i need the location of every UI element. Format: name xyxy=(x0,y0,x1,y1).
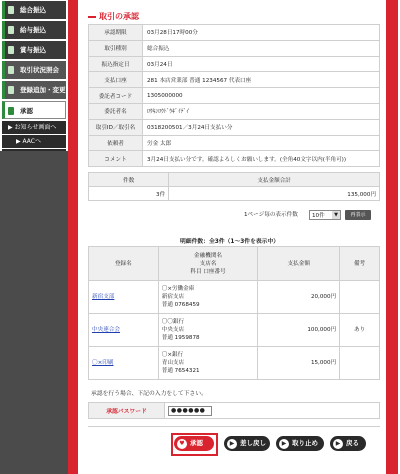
sidebar-item-kyuyo[interactable] xyxy=(2,21,66,39)
password-cell xyxy=(165,403,380,419)
detail-row xyxy=(89,119,380,135)
password-table xyxy=(88,402,380,419)
password-row xyxy=(89,403,380,419)
confirm-instruction: 承認を行う場合、下記の入力をして下さい。 xyxy=(91,391,207,397)
cancel-button[interactable]: ▶ 取り止め xyxy=(276,436,324,451)
payee-table xyxy=(88,246,380,380)
per-page-label: 1ページ毎の表示件数 xyxy=(244,212,298,218)
detail-label: 承認期限 xyxy=(89,25,143,41)
menu-mark-icon xyxy=(8,46,14,54)
per-page-select[interactable]: 10件 ▼ xyxy=(309,210,341,220)
table-row xyxy=(89,314,380,347)
detail-value: ﾛｳｷﾝﾛｳﾄﾞｳｷﾞｲﾃﾞｲ xyxy=(143,103,380,119)
sidebar-item-label: 給与振込 xyxy=(20,26,46,34)
menu-mark-icon xyxy=(8,86,14,94)
chevron-down-icon: ▼ xyxy=(332,211,340,219)
per-page-control xyxy=(244,210,366,220)
frame-bar-left xyxy=(68,0,78,474)
title-dash-icon xyxy=(88,16,96,18)
payee-header-row xyxy=(89,247,380,281)
transaction-detail-table xyxy=(88,24,380,167)
comment-value: 3月24日支払い分です。確認よろしくお願いします。(全角40文字以内(半角可)) xyxy=(143,151,380,167)
summary-header-count: 件数 xyxy=(89,173,169,187)
payee-bank: 〇×銀行 青山支店 普通 7654321 xyxy=(158,347,258,380)
detail-row xyxy=(89,40,380,56)
sidebar-link-aac[interactable]: ▶ AACへ xyxy=(2,135,66,148)
sidebar-item-label: 取引状況照会 xyxy=(20,66,59,74)
detail-count: 明細件数：全3件（1〜3件を表示中） xyxy=(180,239,280,245)
detail-label: 取引ID／取引名 xyxy=(89,119,143,135)
detail-row xyxy=(89,151,380,167)
col-name: 登録名 xyxy=(89,247,159,281)
arrow-right-icon: ▶ xyxy=(333,439,343,449)
payee-name xyxy=(89,347,159,380)
payee-bank: 〇×労働金庫 新宿支店 普通 0768459 xyxy=(158,281,258,314)
return-button[interactable]: ▶ 戻る xyxy=(330,436,366,451)
detail-row xyxy=(89,88,380,104)
sidebar-item-label: 登録追加・変更 xyxy=(20,86,66,94)
summary-table xyxy=(88,172,380,201)
detail-row xyxy=(89,72,380,88)
summary-row xyxy=(89,187,380,201)
summary-count: 3件 xyxy=(89,187,169,201)
summary-header-row xyxy=(89,173,380,187)
menu-mark-icon xyxy=(8,66,14,74)
approve-button[interactable]: ♥ 承認 xyxy=(174,436,214,451)
menu-mark-icon xyxy=(8,107,14,115)
sidebar-item-label: 総合振込 xyxy=(20,6,46,14)
col-amount: 支払金額 xyxy=(258,247,340,281)
payee-link[interactable]: 中央連合会 xyxy=(92,327,120,333)
menu-mark-icon xyxy=(8,26,14,34)
sidebar-item-label: 承認 xyxy=(20,107,33,115)
payee-name xyxy=(89,281,159,314)
detail-label: 振込指定日 xyxy=(89,56,143,72)
detail-value: 総合振込 xyxy=(143,40,380,56)
detail-row xyxy=(89,103,380,119)
sidebar-item-torihiki-shokai[interactable] xyxy=(2,61,66,79)
payee-fee: あり xyxy=(340,314,380,347)
sidebar-item-sougou[interactable] xyxy=(2,1,66,19)
detail-value: 1305000000 xyxy=(143,88,380,104)
detail-label: 委託者名 xyxy=(89,103,143,119)
col-bank: 金融機関名 支店名 科目 口座番号 xyxy=(158,247,258,281)
detail-row xyxy=(89,135,380,151)
detail-label: 依頼者 xyxy=(89,135,143,151)
send-back-button[interactable]: ▶ 差し戻し xyxy=(224,436,270,451)
table-row xyxy=(89,347,380,380)
detail-label: 支払口座 xyxy=(89,72,143,88)
payee-fee xyxy=(340,347,380,380)
payee-amount: 100,000円 xyxy=(258,314,340,347)
detail-row xyxy=(89,56,380,72)
password-label: 承認パスワード xyxy=(89,403,165,419)
page-title: 取引の承認 xyxy=(88,11,139,22)
payee-name xyxy=(89,314,159,347)
detail-label: コメント xyxy=(89,151,143,167)
divider xyxy=(88,426,380,427)
heart-icon: ♥ xyxy=(177,439,187,449)
summary-total: 135,000円 xyxy=(169,187,380,201)
detail-row xyxy=(89,25,380,41)
sidebar-item-shoyo[interactable] xyxy=(2,41,66,59)
payee-link[interactable]: 〇×印刷 xyxy=(92,360,114,366)
redisplay-button[interactable]: 再表示 xyxy=(345,210,371,220)
sidebar-item-shonin[interactable] xyxy=(2,101,66,119)
payee-link[interactable]: 新宿支部 xyxy=(92,294,115,300)
detail-value: 03月24日 xyxy=(143,56,380,72)
menu-mark-icon xyxy=(8,6,14,14)
arrow-right-icon: ▶ xyxy=(227,439,237,449)
col-fee: 備考 xyxy=(340,247,380,281)
payee-fee xyxy=(340,281,380,314)
detail-value: 281 本店営業部 普通 1234567 代表口座 xyxy=(143,72,380,88)
sidebar-link-notice[interactable]: ▶ お知らせ画面へ xyxy=(2,121,66,134)
detail-label: 委託者コード xyxy=(89,88,143,104)
detail-value: 労金 太郎 xyxy=(143,135,380,151)
payee-amount: 20,000円 xyxy=(258,281,340,314)
arrow-right-icon: ▶ xyxy=(279,439,289,449)
table-row xyxy=(89,281,380,314)
payee-bank: 〇〇銀行 中央支店 普通 1959878 xyxy=(158,314,258,347)
sidebar-item-touroku[interactable] xyxy=(2,81,66,99)
frame-bar-right xyxy=(386,0,398,474)
approval-password-input[interactable]: ●●●●●● xyxy=(168,406,212,416)
summary-header-total: 支払金額合計 xyxy=(169,173,380,187)
sidebar-background xyxy=(0,151,68,474)
payee-amount: 15,000円 xyxy=(258,347,340,380)
detail-label: 取引種別 xyxy=(89,40,143,56)
detail-value: 03月28日17時00分 xyxy=(143,25,380,41)
detail-value: 0318200501／3月24日支払い分 xyxy=(143,119,380,135)
sidebar-item-label: 賞与振込 xyxy=(20,46,46,54)
